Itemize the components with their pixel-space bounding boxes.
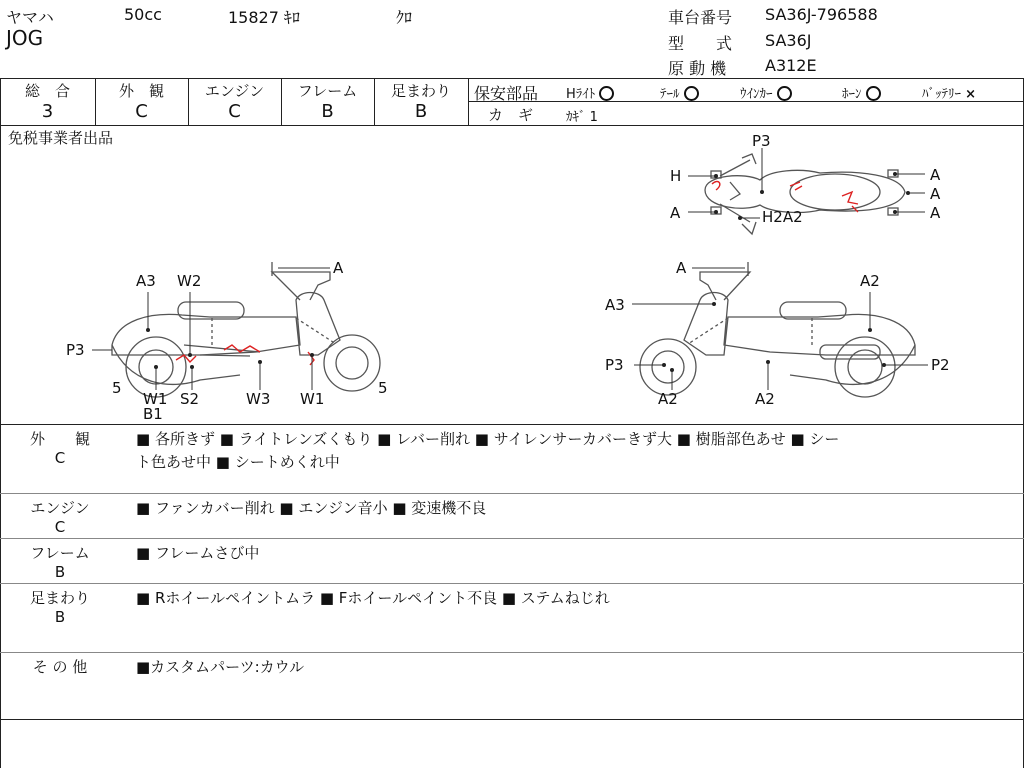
safety-item-battery: ﾊﾞｯﾃﾘｰ × xyxy=(922,87,977,102)
ok-circle-icon xyxy=(777,86,792,101)
section-frame-line-1: ■ フレームさび中 xyxy=(136,544,260,562)
key-value: ｶｷﾞ 1 xyxy=(566,110,598,125)
safety-item-tail: ﾃｰﾙ xyxy=(660,83,699,102)
safety-item-winker: ｳｲﾝｶｰ xyxy=(740,83,792,102)
mileage: 15827 ｷﾛ xyxy=(228,8,300,27)
label-right-a3: A3 xyxy=(605,296,625,314)
ng-cross-icon: × xyxy=(965,87,977,102)
label-left-p3: P3 xyxy=(66,341,85,359)
label-left-w3: W3 xyxy=(246,390,271,408)
label-left-a3: A3 xyxy=(136,272,156,290)
maker: ヤマハ xyxy=(6,8,54,27)
damage-marks xyxy=(176,182,858,365)
grade-header-exterior: 外 観 xyxy=(118,82,164,100)
section-engine-label: エンジン xyxy=(30,499,90,517)
label-top-a-3: A xyxy=(930,204,941,222)
label-left-s2: S2 xyxy=(180,390,200,408)
engine-label: 原 動 機 xyxy=(668,59,727,78)
safety-label: 保安部品 xyxy=(474,84,539,103)
label-right-p2: P2 xyxy=(931,356,950,374)
label-top-h2a2: H2A2 xyxy=(762,208,803,226)
label-top-a-2: A xyxy=(930,185,941,203)
label-left-b1: B1 xyxy=(143,405,163,423)
top-view-scooter xyxy=(705,154,905,234)
grade-header-engine: エンジン xyxy=(204,82,265,100)
label-right-a2-body: A2 xyxy=(755,390,775,408)
engine-value: A312E xyxy=(765,56,817,75)
label-right-a2-front: A2 xyxy=(658,390,678,408)
safety-item-headlight: Hﾗｲﾄ xyxy=(566,83,614,102)
grade-frame: B xyxy=(321,101,334,122)
section-frame-label: フレーム xyxy=(30,544,90,562)
section-engine-line-1: ■ ファンカバー削れ ■ エンジン音小 ■ 変速機不良 xyxy=(136,499,487,517)
grade-header-total: 総 合 xyxy=(24,82,70,100)
section-engine-grade: C xyxy=(54,518,66,536)
grade-total: 3 xyxy=(41,101,54,122)
section-exterior-grade: C xyxy=(54,449,66,467)
frame-no-label: 車台番号 xyxy=(668,8,733,27)
label-left-5b: 5 xyxy=(378,379,388,397)
key-label: カ ギ xyxy=(488,106,534,124)
label-left-w1b: W1 xyxy=(300,390,325,408)
ok-circle-icon xyxy=(866,86,881,101)
safety-item-horn: ﾎｰﾝ xyxy=(842,83,881,102)
label-top-a: A xyxy=(670,204,681,222)
label-left-w1: W1 xyxy=(143,390,168,408)
label-left-5: 5 xyxy=(112,379,122,397)
type-label: 型 式 xyxy=(668,34,733,53)
label-right-a: A xyxy=(676,259,687,277)
label-top-h: H xyxy=(670,167,682,185)
label-right-p3: P3 xyxy=(605,356,624,374)
ok-circle-icon xyxy=(599,86,614,101)
ok-circle-icon xyxy=(684,86,699,101)
grade-suspension: B xyxy=(414,101,428,122)
grade-exterior: C xyxy=(135,101,148,122)
color: ｸﾛ xyxy=(396,8,413,27)
section-suspension-label: 足まわり xyxy=(29,589,90,607)
label-left-w2: W2 xyxy=(177,272,202,290)
section-other-line-1: ■カスタムパーツ:カウル xyxy=(136,658,305,676)
label-left-a: A xyxy=(333,259,344,277)
section-frame-grade: B xyxy=(54,563,66,581)
type-value: SA36J xyxy=(765,31,812,50)
displacement: 50cc xyxy=(124,5,162,24)
section-suspension-grade: B xyxy=(54,608,66,626)
label-top-a-1: A xyxy=(930,166,941,184)
model-name: JOG xyxy=(6,26,44,50)
grade-header-frame: フレーム xyxy=(297,82,358,100)
section-exterior-line-2: ト色あせ中 ■ シートめくれ中 xyxy=(136,453,340,471)
label-right-a2: A2 xyxy=(860,272,880,290)
tax-note: 免税事業者出品 xyxy=(8,129,114,147)
section-suspension-line-1: ■ Rホイールペイントムラ ■ Fホイールペイント不良 ■ ステムねじれ xyxy=(136,589,610,607)
grade-header-suspension: 足まわり xyxy=(390,82,451,100)
section-exterior-line-1: ■ 各所きず ■ ライトレンズくもり ■ レバー削れ ■ サイレンサーカバーきず大 ■ 樹脂部色あせ ■ シー xyxy=(136,430,840,448)
label-top-p3: P3 xyxy=(752,132,771,150)
scooter-diagram xyxy=(0,125,1024,425)
section-other-label: そ の 他 xyxy=(32,658,88,676)
frame-no: SA36J-796588 xyxy=(765,5,878,24)
grade-engine: C xyxy=(228,101,241,122)
section-exterior-label: 外 観 xyxy=(29,430,90,448)
